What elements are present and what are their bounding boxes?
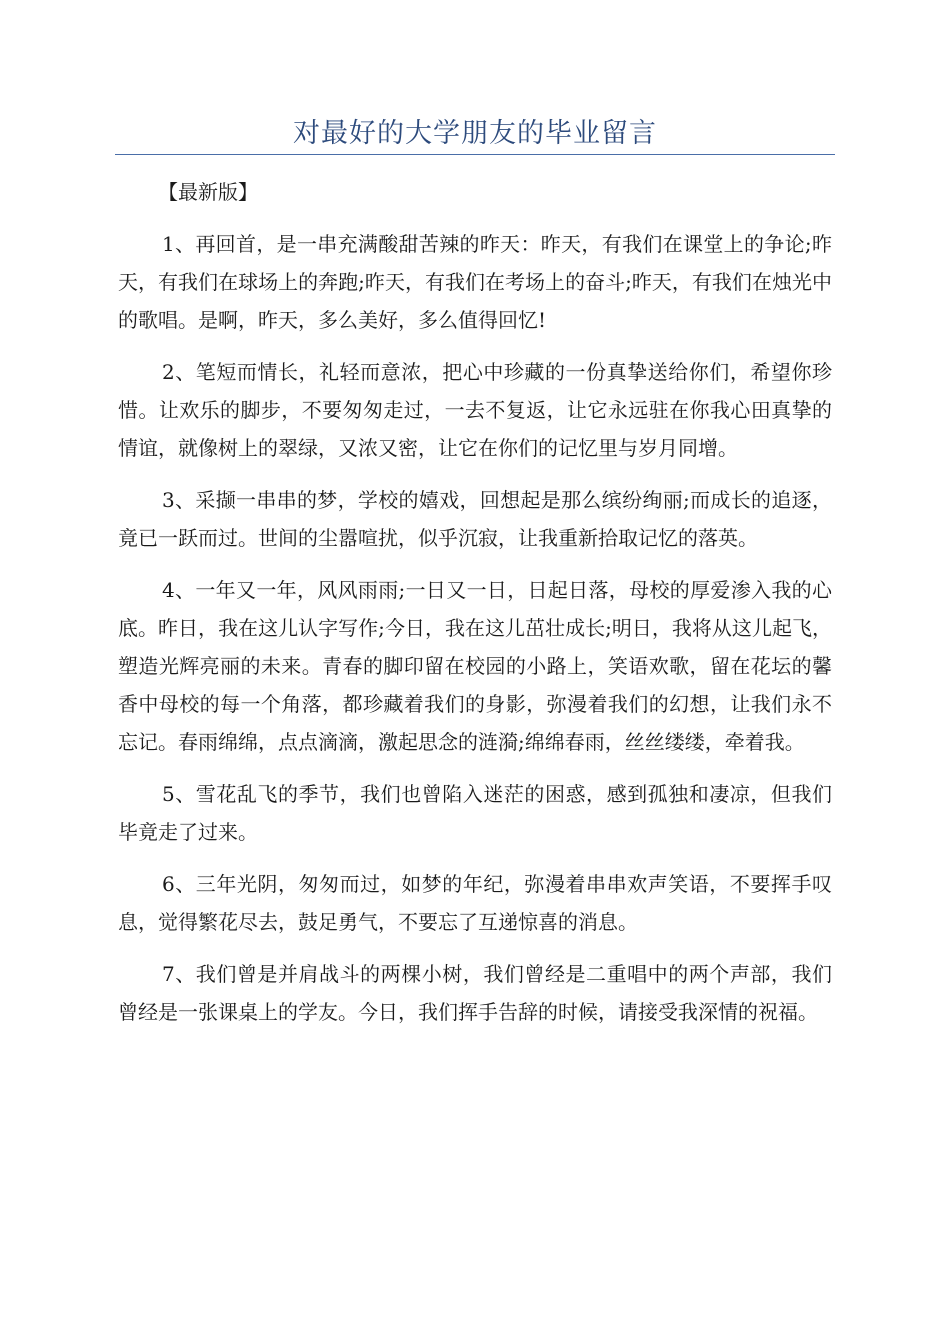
paragraph-2: 2、笔短而情长，礼轻而意浓，把心中珍藏的一份真挚送给你们，希望你珍惜。让欢乐的脚步，不要匆匆走过，一去不复返，让它永远驻在你我心田真挚的情谊，就像树上的翠绿，又浓又密，让它在你们的记忆里与岁月同增。 — [118, 360, 832, 460]
title-underline — [115, 154, 835, 155]
document-body — [118, 170, 832, 1045]
paragraph-3: 3、采撷一串串的梦，学校的嬉戏，回想起是那么缤纷绚丽;而成长的追逐，竟已一跃而过。世间的尘嚣喧扰，似乎沉寂，让我重新拾取记忆的落英。 — [118, 488, 832, 550]
paragraph-1: 1、再回首，是一串充满酸甜苦辣的昨天：昨天，有我们在课堂上的争论;昨天，有我们在球场上的奔跑;昨天，有我们在考场上的奋斗;昨天，有我们在烛光中的歌唱。是啊，昨天，多么美好，多么值得回忆! — [118, 232, 832, 332]
document-title: 对最好的大学朋友的毕业留言 — [293, 118, 657, 149]
paragraph-4: 4、一年又一年，风风雨雨;一日又一日，日起日落，母校的厚爱渗入我的心底。昨日，我在这儿认字写作;今日，我在这儿茁壮成长;明日，我将从这儿起飞，塑造光辉亮丽的未来。青春的脚印留在校园的小路上，笑语欢歌，留在花坛的馨香中母校的每一个角落，都珍藏着我们的身影，弥漫着我们的幻想，让我们永不忘记。春雨绵绵，点点滴滴，激起思念的涟漪;绵绵春雨，丝丝缕缕，牵着我。 — [118, 578, 832, 754]
paragraph-5: 5、雪花乱飞的季节，我们也曾陷入迷茫的困惑，感到孤独和凄凉，但我们毕竟走了过来。 — [118, 782, 832, 844]
version-label: 【最新版】 — [158, 180, 258, 204]
paragraph-6: 6、三年光阴，匆匆而过，如梦的年纪，弥漫着串串欢声笑语，不要挥手叹息，觉得繁花尽去，鼓足勇气，不要忘了互递惊喜的消息。 — [118, 872, 832, 934]
paragraph-7: 7、我们曾是并肩战斗的两棵小树，我们曾经是二重唱中的两个声部，我们曾经是一张课桌上的学友。今日，我们挥手告辞的时候，请接受我深情的祝福。 — [118, 962, 832, 1024]
